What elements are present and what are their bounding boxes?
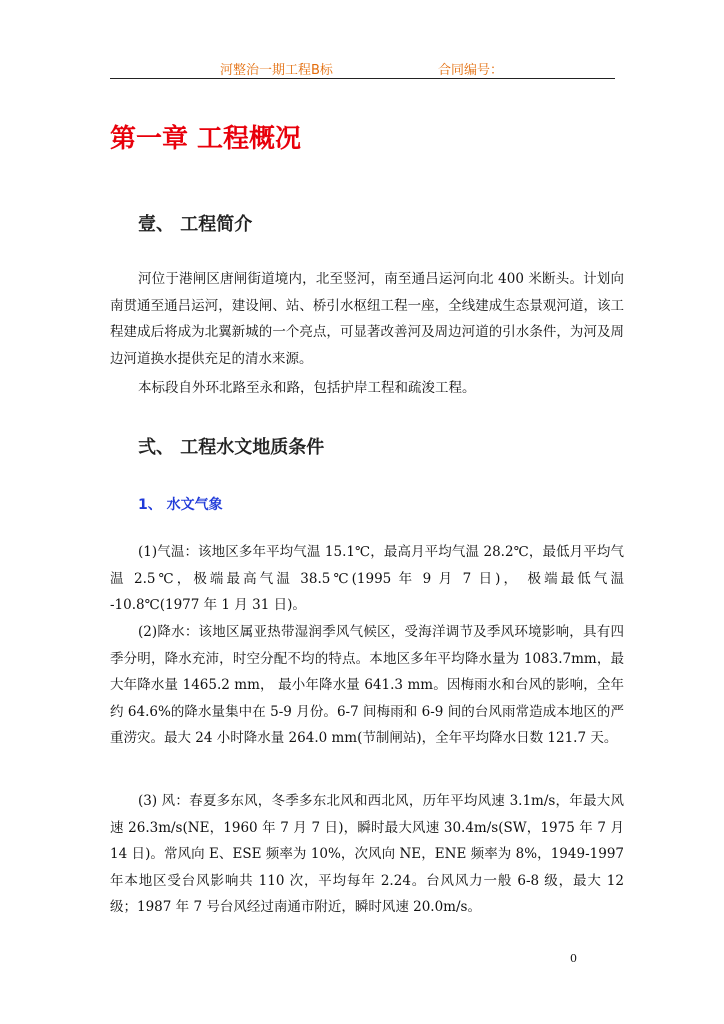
header-project-name: 河整治一期工程B标 [220, 63, 333, 78]
paragraph-overview: 河位于港闸区唐闸街道境内，北至竖河，南至通吕运河向北 400 米断头。计划向南贯通至通吕运河，建设闸、站、桥引水枢纽工程一座，全线建成生态景观河道，该工程建成后将成为北翼新城的一个亮点，可显著改善河及周边河道的引水条件，为河及周边河道换水提供充足的清水来源。 [110, 271, 624, 367]
subsection-title-climate: 1、 水文气象 [138, 497, 223, 513]
chapter-title: 第一章 工程概况 [110, 124, 302, 154]
header-contract-number: 合同编号： [438, 63, 504, 78]
page-number: 0 [570, 952, 577, 965]
paragraph-wind: (3) 风：春夏多东风，冬季多东北风和西北风，历年平均风速 3.1m/s，年最大风速 26.3m/s(NE，1960 年 7 月 7 日)，瞬时最大风速 30.4m/s(SW，1975 年 7 月 14 日)。常风向 E、ESE 频率为 10%，次风向 NE，ENE 频率为 8%，1949-1997 年本地区受台风影响共 110 次，平均每年 2.24。台风风力一般 6-8 级，最大 12 级；1987 年 7 号台风经过南通市附近，瞬时风速 20.0m/s。 [110, 793, 624, 915]
paragraph-scope: 本标段自外环北路至永和路，包括护岸工程和疏浚工程。 [138, 380, 476, 396]
paragraph-precipitation: (2)降水：该地区属亚热带湿润季风气候区，受海洋调节及季风环境影响，具有四季分明，降水充沛，时空分配不均的特点。本地区多年平均降水量为 1083.7mm，最大年降水量 1465.2 mm， 最小年降水量 641.3 mm。因梅雨水和台风的影响，全年约 64.6%的降水量集中在 5-9 月份。6-7 间梅雨和 6-9 间的台风雨常造成本地区的严重涝灾。最大 24 小时降水量 264.0 mm(节制闸站)，全年平均降水日数 121.7 天。 [110, 624, 624, 746]
page-header [110, 58, 615, 79]
section-title-hydrogeology: 弍、 工程水文地质条件 [138, 437, 325, 458]
section-title-overview: 壹、 工程简介 [138, 214, 253, 235]
paragraph-temperature: (1)气温：该地区多年平均气温 15.1℃，最高月平均气温 28.2℃，最低月平均气温 2.5℃，极端最高气温 38.5℃(1995 年 9 月 7 日)， 极端最低气温 -10.8℃(1977 年 1 月 31 日)。 [110, 544, 624, 613]
